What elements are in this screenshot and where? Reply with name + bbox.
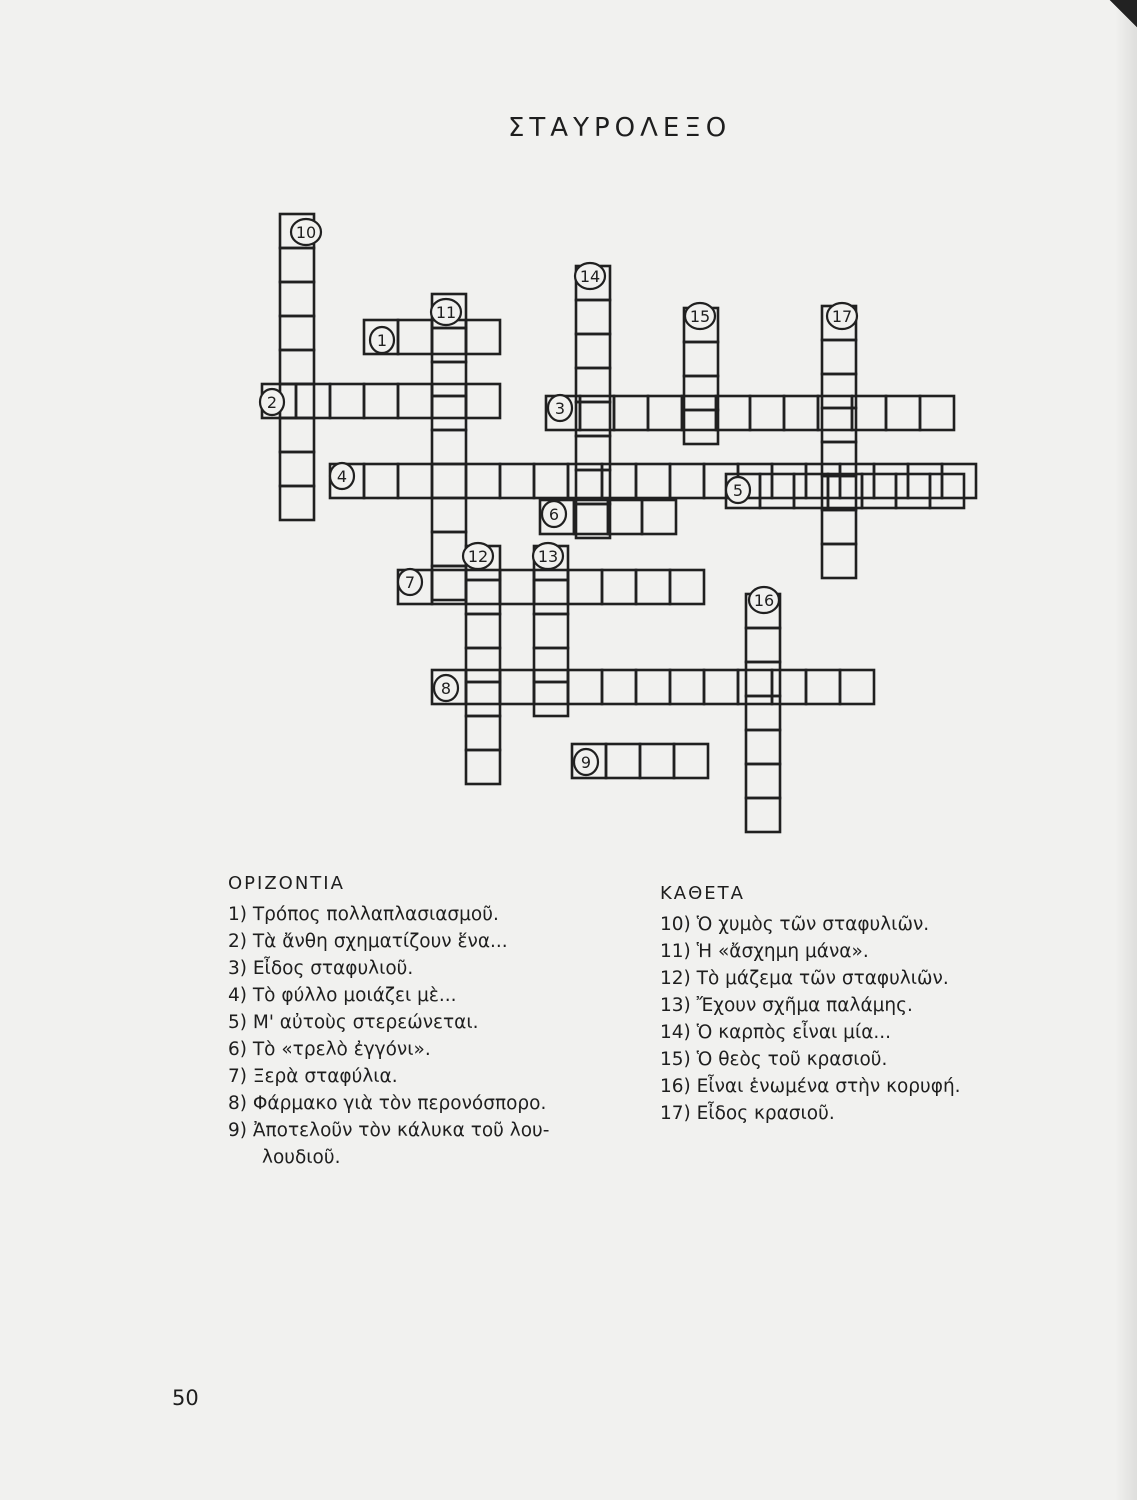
crossword-cell <box>534 682 568 716</box>
crossword-cell <box>568 570 602 604</box>
page-title: ΣΤΑΥΡΟΛΕΞΟ <box>508 113 732 143</box>
crossword-cell <box>500 570 534 604</box>
clue-number-17 <box>827 303 857 329</box>
crossword-cell <box>806 670 840 704</box>
svg-text:15: 15 <box>689 307 711 326</box>
svg-text:3: 3 <box>554 399 566 418</box>
clue-number-6 <box>542 501 566 527</box>
crossword-cell <box>682 396 716 430</box>
crossword-cell <box>896 474 930 508</box>
crossword-cell <box>534 670 568 704</box>
crossword-cell <box>636 464 670 498</box>
crossword-cell <box>746 730 780 764</box>
crossword-cell <box>432 362 466 396</box>
crossword-cell <box>746 628 780 662</box>
across-clue-7: 7) Ξερὰ σταφύλια. <box>228 1066 398 1087</box>
svg-text:14: 14 <box>579 267 601 286</box>
crossword-cell <box>930 474 964 508</box>
crossword-cell <box>670 464 704 498</box>
crossword-cell <box>648 396 682 430</box>
crossword-cell <box>432 328 466 362</box>
down-clue-13: 13) Ἔχουν σχῆμα παλάμης. <box>660 995 913 1016</box>
across-heading: ΟΡΙΖΟΝΤΙΑ <box>228 873 345 894</box>
clue-number-4 <box>330 463 354 489</box>
crossword-cell <box>466 320 500 354</box>
crossword-cell <box>432 532 466 566</box>
across-clue-8: 8) Φάρμακο γιὰ τὸν περονόσπορο. <box>228 1093 547 1114</box>
crossword-cell <box>684 342 718 376</box>
crossword-cell <box>602 670 636 704</box>
crossword-cell <box>920 396 954 430</box>
crossword-cell <box>466 464 500 498</box>
across-clue-3: 3) Εἶδος σταφυλιοῦ. <box>228 958 414 979</box>
crossword-cell <box>862 474 896 508</box>
crossword-cell <box>576 334 610 368</box>
down-clue-16: 16) Εἶναι ἑνωμένα στὴν κορυφή. <box>660 1076 961 1097</box>
down-heading: ΚΑΘΕΤΑ <box>660 883 745 904</box>
crossword-cell <box>398 464 432 498</box>
crossword-cell <box>466 384 500 418</box>
down-clue-17: 17) Εἶδος κρασιοῦ. <box>660 1103 835 1124</box>
across-clues <box>228 870 549 1171</box>
svg-text:12: 12 <box>467 547 489 566</box>
crossword-cell <box>466 750 500 784</box>
crossword-cell <box>670 670 704 704</box>
crossword-cell <box>432 396 466 430</box>
crossword-cell <box>614 396 648 430</box>
crossword-cell <box>746 662 780 696</box>
svg-text:5: 5 <box>732 481 744 500</box>
crossword-cell <box>466 580 500 614</box>
crossword-cell <box>432 384 466 418</box>
crossword-cell <box>822 510 856 544</box>
crossword-cell <box>674 744 708 778</box>
svg-text:10: 10 <box>295 223 317 242</box>
clue-number-3 <box>548 395 572 421</box>
crossword-cell <box>640 744 674 778</box>
crossword-cell <box>466 716 500 750</box>
crossword-cell <box>772 464 806 498</box>
clue-number-8 <box>434 675 458 701</box>
down-clue-10: 10) Ὁ χυμὸς τῶν σταφυλιῶν. <box>660 914 930 935</box>
clue-number-1 <box>370 327 394 353</box>
crossword-cell <box>466 682 500 716</box>
crossword-cell <box>432 430 466 464</box>
crossword-cell <box>642 500 676 534</box>
crossword-cell <box>330 384 364 418</box>
crossword-cell <box>750 396 784 430</box>
crossword-cell <box>942 464 976 498</box>
crossword-cell <box>670 570 704 604</box>
crossword-cell <box>746 764 780 798</box>
crossword-cell <box>684 376 718 410</box>
crossword-cell <box>704 670 738 704</box>
across-clue-4: 4) Τὸ φύλλο μοιάζει μὲ... <box>228 985 457 1006</box>
crossword-cell <box>840 670 874 704</box>
crossword-cell <box>534 464 568 498</box>
clue-number-14 <box>575 263 605 289</box>
down-clue-14: 14) Ὁ καρπὸς εἶναι μία... <box>660 1022 892 1043</box>
down-clue-11: 11) Ἡ «ἄσχημη μάνα». <box>660 941 869 962</box>
across-clue-2: 2) Τὰ ἄνθη σχηματίζουν ἕνα... <box>228 931 508 952</box>
clue-number-10 <box>291 219 321 245</box>
crossword-cell <box>568 670 602 704</box>
crossword-cell <box>466 614 500 648</box>
across-clue-9: 9) Ἀποτελοῦν τὸν κάλυκα τοῦ λου- <box>228 1120 550 1141</box>
clue-number-9 <box>574 749 598 775</box>
crossword-cell <box>500 670 534 704</box>
crossword-cell <box>534 580 568 614</box>
crossword-cell <box>398 320 432 354</box>
crossword-cell <box>746 696 780 730</box>
crossword-cell <box>602 570 636 604</box>
clue-number-13 <box>533 543 563 569</box>
svg-text:13: 13 <box>537 547 559 566</box>
clue-number-15 <box>685 303 715 329</box>
svg-text:1: 1 <box>376 331 388 350</box>
crossword-cell <box>636 670 670 704</box>
across-clue-1: 1) Τρόπος πολλαπλασιασμοῦ. <box>228 904 499 925</box>
crossword-cell <box>738 670 772 704</box>
crossword-cell <box>608 500 642 534</box>
crossword-cell <box>280 418 314 452</box>
across-clue-9-continuation: λουδιοῦ. <box>262 1147 341 1168</box>
crossword-cell <box>746 798 780 832</box>
crossword-cell <box>398 384 432 418</box>
crossword-cell <box>874 464 908 498</box>
svg-text:11: 11 <box>435 303 457 322</box>
crossword-cell <box>534 570 568 604</box>
crossword-cell <box>280 350 314 384</box>
crossword-cell <box>534 614 568 648</box>
crossword-cell <box>606 744 640 778</box>
crossword-cell <box>684 410 718 444</box>
crossword-cell <box>886 396 920 430</box>
clue-number-11 <box>431 299 461 325</box>
down-clue-15: 15) Ὁ θεὸς τοῦ κρασιοῦ. <box>660 1049 888 1070</box>
down-clue-12: 12) Τὸ μάζεμα τῶν σταφυλιῶν. <box>660 968 949 989</box>
crossword-cell <box>280 248 314 282</box>
crossword-cell <box>432 498 466 532</box>
across-clue-6: 6) Τὸ «τρελὸ ἐγγόνι». <box>228 1039 431 1060</box>
svg-text:17: 17 <box>831 307 853 326</box>
svg-text:16: 16 <box>753 591 775 610</box>
svg-text:2: 2 <box>266 393 278 412</box>
svg-text:9: 9 <box>580 753 592 772</box>
crossword-cell <box>772 670 806 704</box>
clue-number-12 <box>463 543 493 569</box>
svg-text:7: 7 <box>404 573 416 592</box>
crossword-cell <box>716 396 750 430</box>
crossword-cell <box>466 670 500 704</box>
crossword-cell <box>432 464 466 498</box>
crossword-cell <box>636 570 670 604</box>
crossword-cell <box>760 474 794 508</box>
crossword-cell <box>576 300 610 334</box>
across-clue-5: 5) Μ' αὐτοὺς στερεώνεται. <box>228 1012 479 1033</box>
crossword-cell <box>784 396 818 430</box>
clue-number-5 <box>726 477 750 503</box>
crossword-cell <box>364 464 398 498</box>
crossword-cell <box>466 570 500 604</box>
down-clues <box>660 880 961 1127</box>
svg-text:4: 4 <box>336 467 348 486</box>
svg-text:6: 6 <box>548 505 560 524</box>
crossword-cell <box>534 648 568 682</box>
crossword-cell <box>280 316 314 350</box>
crossword-cell <box>822 340 856 374</box>
clue-number-16 <box>749 587 779 613</box>
crossword-cell <box>466 648 500 682</box>
clue-number-2 <box>260 389 284 415</box>
crossword-cell <box>280 282 314 316</box>
crossword-cell <box>822 544 856 578</box>
crossword-cell <box>280 452 314 486</box>
clue-number-7 <box>398 569 422 595</box>
crossword-cell <box>500 464 534 498</box>
svg-text:8: 8 <box>440 679 452 698</box>
crossword-cell <box>364 384 398 418</box>
crossword-cell <box>280 486 314 520</box>
page-number: 50 <box>172 1386 199 1410</box>
crossword-cell <box>908 464 942 498</box>
